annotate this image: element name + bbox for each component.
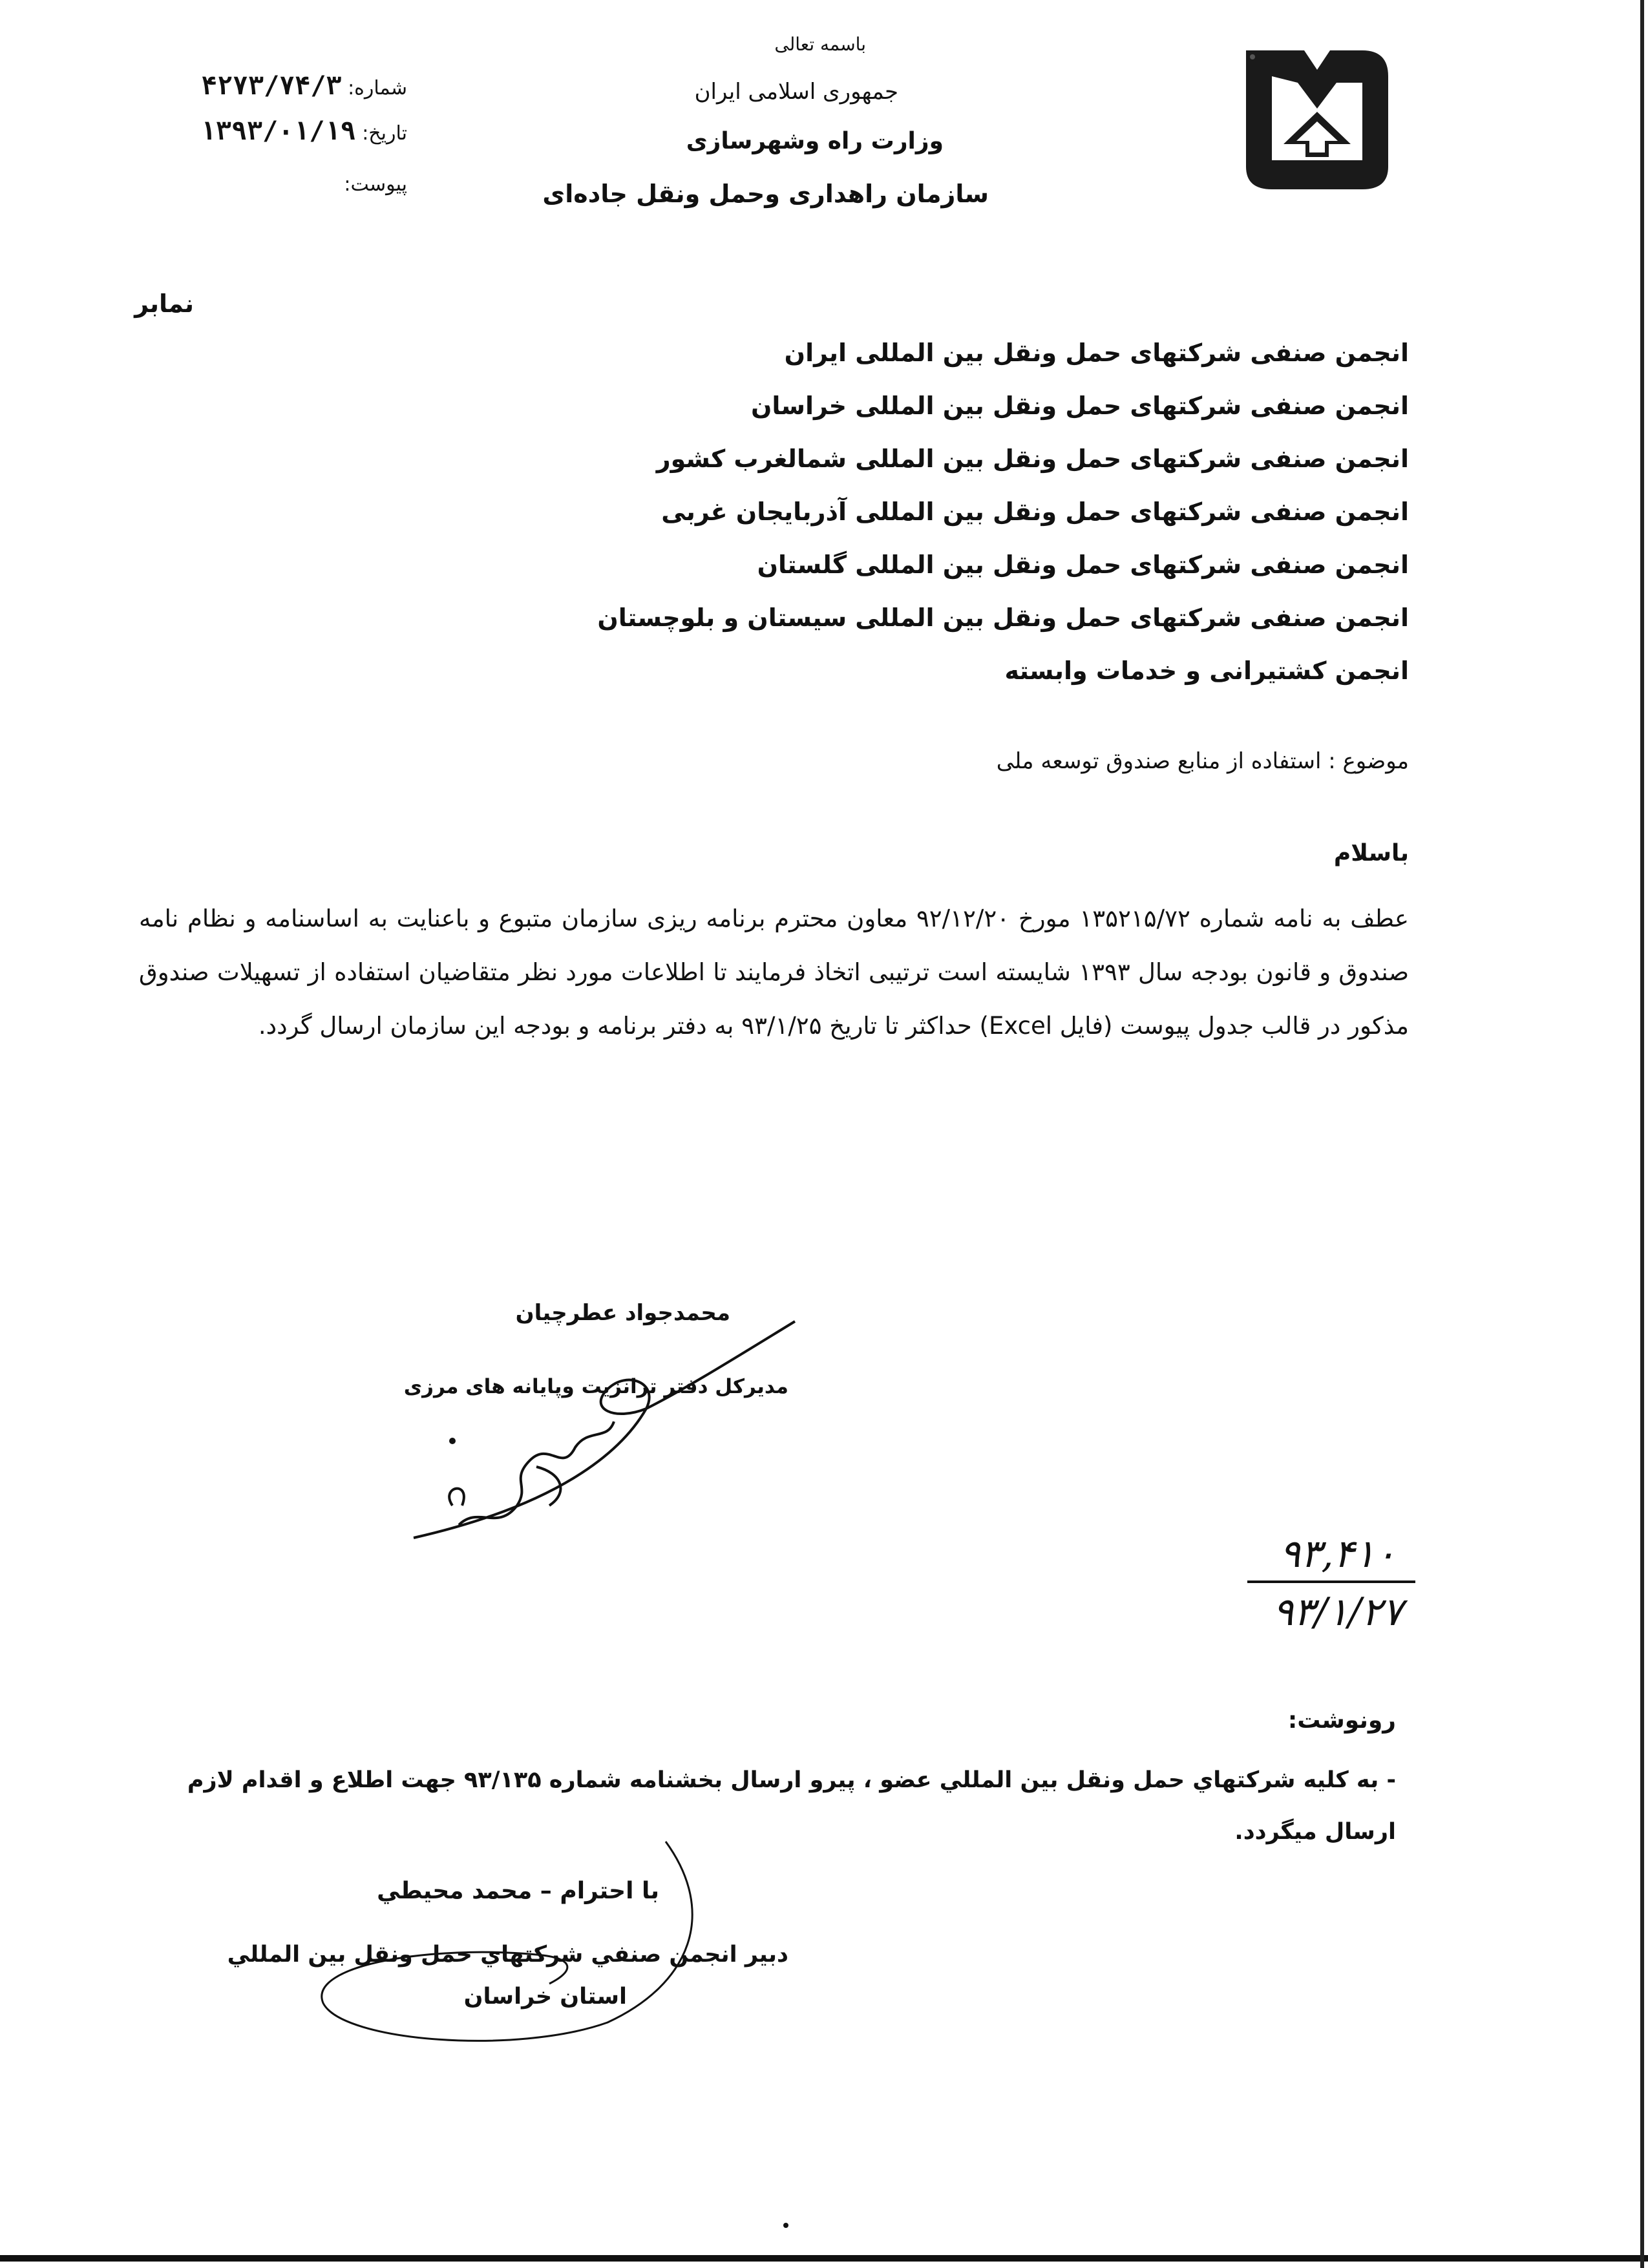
organization-name: سازمان راهداری وحمل ونقل جاده‌ای xyxy=(542,180,989,208)
attachment-label: پیوست: xyxy=(344,173,407,196)
signature-mark xyxy=(401,1312,814,1570)
signatory-name: محمدجواد عطرچیان xyxy=(515,1300,730,1326)
fax-label: نمابر xyxy=(134,289,194,318)
number-value: ۴۲۷۳/۷۴/۳ xyxy=(201,71,342,101)
signatory-title: مدیرکل دفتر ترانزیت وپایانه های مرزی xyxy=(403,1375,788,1398)
letter-date xyxy=(155,116,407,146)
scan-edge xyxy=(0,2255,1648,2262)
recipient-item: انجمن صنفی شرکتهای حمل ونقل بین المللی شمالغرب کشور xyxy=(656,445,1409,473)
recipient-item: انجمن صنفی شرکتهای حمل ونقل بین المللی سیستان و بلوچستان xyxy=(597,604,1409,632)
handwritten-divider xyxy=(1247,1580,1415,1583)
number-label: شماره: xyxy=(348,77,407,100)
cc-province: استان خراسان xyxy=(463,1984,627,2010)
recipient-item: انجمن صنفی شرکتهای حمل ونقل بین المللی خراسان xyxy=(750,392,1409,420)
recipient-item: انجمن صنفی شرکتهای حمل ونقل بین المللی آذربایجان غربی xyxy=(661,498,1409,526)
recipient-item: انجمن کشتیرانی و خدمات وابسته xyxy=(1004,656,1409,685)
scan-side-edge xyxy=(1640,0,1644,2268)
date-value: ۱۳۹۳/۰۱/۱۹ xyxy=(200,116,356,146)
letter-number xyxy=(155,71,407,101)
recipient-item: انجمن صنفی شرکتهای حمل ونقل بین المللی گلستان xyxy=(757,551,1409,579)
cc-position: دبير انجمن صنفي شركتهاي حمل ونقل بين المللي xyxy=(227,1942,788,1968)
scan-speck xyxy=(783,2223,788,2228)
organization-logo xyxy=(1233,37,1401,196)
letter-body: عطف به نامه شماره ۱۳۵۲۱۵/۷۲ مورخ ۹۲/۱۲/۲۰ معاون محترم برنامه ریزی سازمان متبوع و باعنایت به اساسنامه و نظام نامه صندوق و قانون بودجه سال ۱۳۹۳ شایسته است ترتیبی اتخاذ فرمایند تا اطلاعات مورد نظر متقاضیان استفاده از تسهیلات صندوق مذکور در قالب جدول پیوست (فایل Excel) حداکثر تا تاریخ ۹۳/۱/۲۵ به دفتر برنامه و بودجه این سازمان ارسال گردد. xyxy=(139,905,1410,1040)
greeting: باسلام xyxy=(1333,840,1409,866)
country-name: جمهوری اسلامی ایران xyxy=(694,79,898,105)
ministry-name: وزارت راه وشهرسازی xyxy=(686,128,944,154)
date-label: تاریخ: xyxy=(362,122,407,145)
recipient-list xyxy=(582,326,1409,697)
invocation: باسمه تعالی xyxy=(774,34,866,55)
cc-heading: رونوشت: xyxy=(1287,1707,1396,1734)
subject-line: موضوع : استفاده از منابع صندوق توسعه ملی xyxy=(996,748,1409,774)
cc-regards: با احترام – محمد محيطي xyxy=(377,1878,659,1904)
cc-signature-loop xyxy=(304,1835,717,2055)
cc-text: - به كليه شركتهاي حمل ونقل بين المللي عضو ، پيرو ارسال بخشنامه شماره ۹۳/۱۳۵ جهت اطلاع و اقدام لازم ارسال ميگردد. xyxy=(187,1767,1396,1845)
handwritten-reference-number: ۹۳,۴۱۰ xyxy=(1279,1531,1397,1577)
handwritten-date: ۹۳/۱/۲۷ xyxy=(1273,1590,1403,1635)
recipient-item: انجمن صنفی شرکتهای حمل ونقل بین المللی ایران xyxy=(784,339,1409,367)
